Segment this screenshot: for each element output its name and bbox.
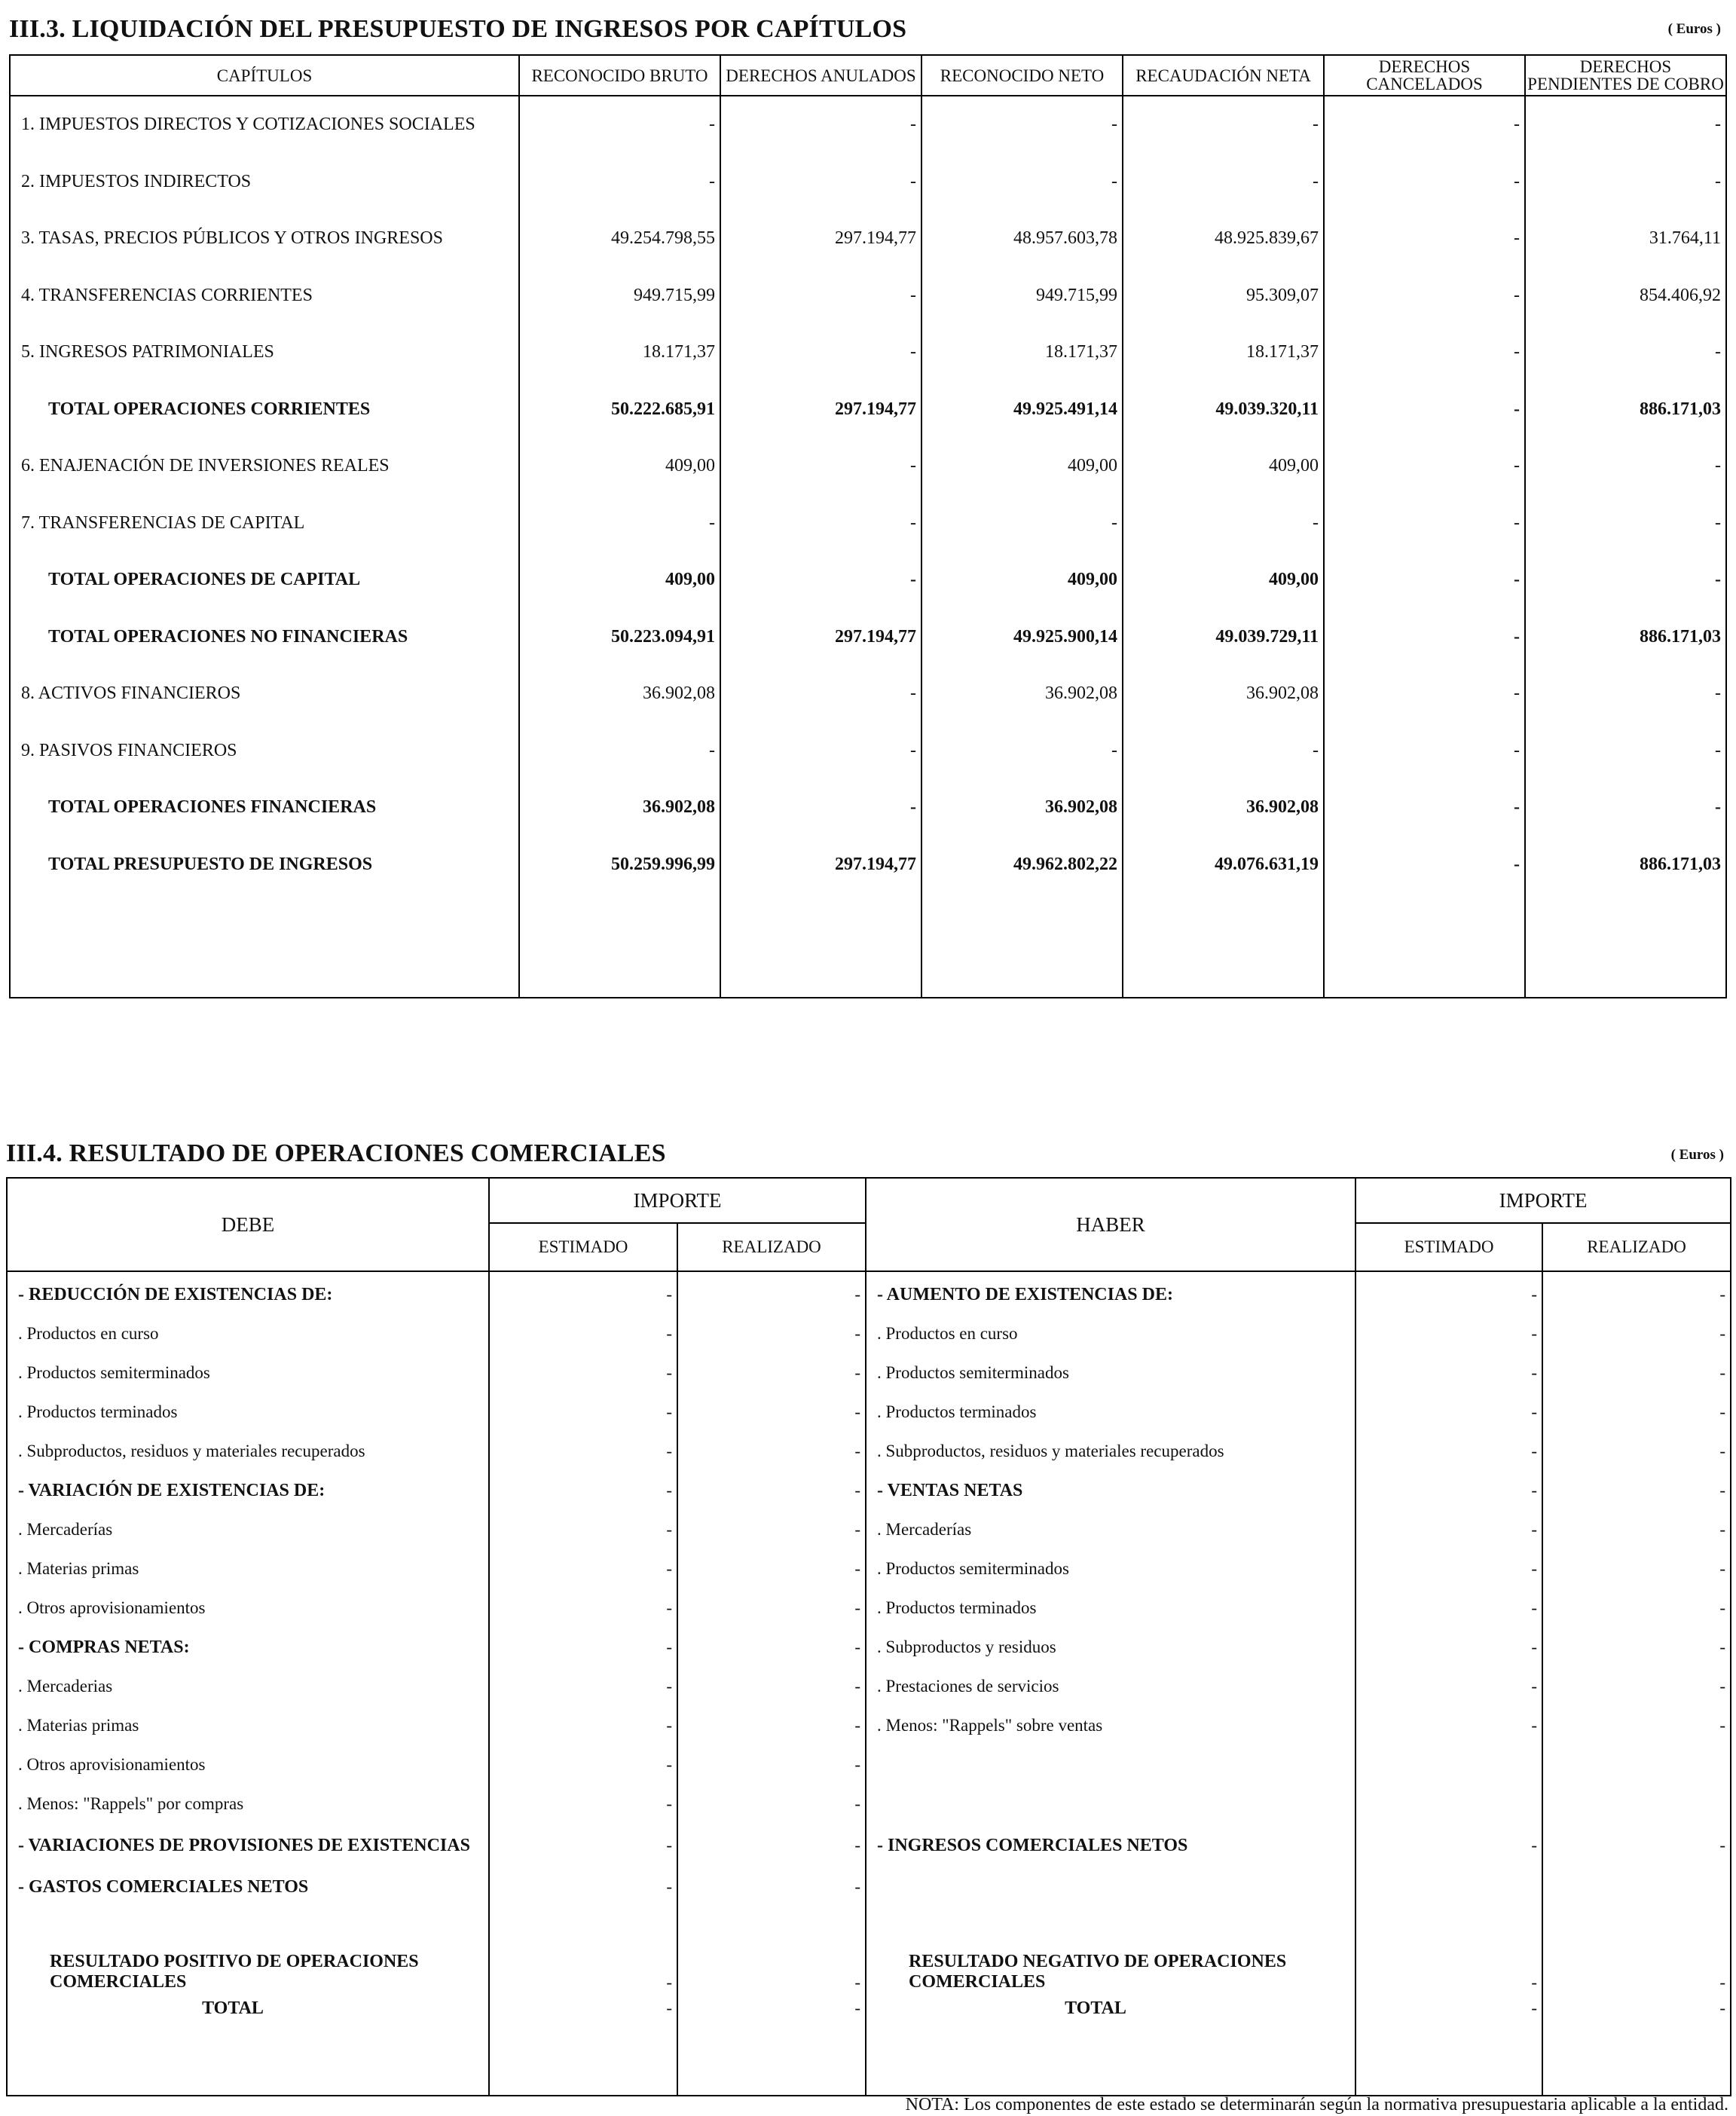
- budget-row-value: -: [720, 438, 921, 495]
- commercial-haber-estimado: -: [1355, 1549, 1542, 1589]
- commercial-results-body: [7, 1271, 1731, 2096]
- budget-row-label: TOTAL OPERACIONES NO FINANCIERAS: [10, 609, 519, 666]
- commercial-debe-realizado: -: [677, 1314, 866, 1353]
- result-positive-realizado: -: [677, 1937, 866, 1992]
- commercial-row: [7, 1549, 1731, 1589]
- commercial-debe-label: . Materias primas: [7, 1706, 489, 1745]
- budget-row-label: TOTAL OPERACIONES CORRIENTES: [10, 381, 519, 439]
- commercial-haber-estimado: -: [1355, 1706, 1542, 1745]
- budget-row-value: 95.309,07: [1123, 268, 1324, 325]
- budget-row-value: -: [1324, 438, 1525, 495]
- budget-row: [10, 381, 1726, 439]
- budget-row-value: -: [1324, 779, 1525, 836]
- commercial-haber-realizado: -: [1542, 1667, 1731, 1706]
- commercial-haber-label: [866, 1867, 1355, 1907]
- commercial-row: [7, 1589, 1731, 1628]
- commercial-haber-realizado: [1542, 1784, 1731, 1824]
- budget-row-value: 50.223.094,91: [519, 609, 720, 666]
- commercial-haber-estimado: -: [1355, 1271, 1542, 1314]
- commercial-debe-estimado: -: [489, 1432, 677, 1471]
- commercial-debe-label: . Materias primas: [7, 1549, 489, 1589]
- budget-row-value: -: [1525, 324, 1726, 381]
- budget-row-value: -: [720, 96, 921, 154]
- commercial-debe-label: - REDUCCIÓN DE EXISTENCIAS DE:: [7, 1271, 489, 1314]
- budget-row-value: -: [1324, 552, 1525, 609]
- col-header-derechos-anulados: DERECHOS ANULADOS: [720, 55, 921, 96]
- commercial-debe-label: . Productos terminados: [7, 1393, 489, 1432]
- commercial-debe-realizado: -: [677, 1745, 866, 1784]
- commercial-haber-realizado: -: [1542, 1271, 1731, 1314]
- result-row: [7, 1937, 1731, 1992]
- commercial-debe-label: . Otros aprovisionamientos: [7, 1745, 489, 1784]
- commercial-debe-estimado: -: [489, 1745, 677, 1784]
- budget-row-value: -: [1123, 154, 1324, 211]
- budget-row-value: -: [720, 552, 921, 609]
- commercial-debe-realizado: -: [677, 1393, 866, 1432]
- budget-row-value: -: [720, 154, 921, 211]
- budget-row-label: 1. IMPUESTOS DIRECTOS Y COTIZACIONES SOCIALES: [10, 96, 519, 154]
- commercial-debe-estimado: -: [489, 1549, 677, 1589]
- total-haber-label: TOTAL: [866, 1992, 1355, 2024]
- commercial-debe-realizado: -: [677, 1549, 866, 1589]
- budget-row-value: 297.194,77: [720, 210, 921, 268]
- filler-row: [10, 893, 1726, 998]
- budget-row-value: -: [1324, 96, 1525, 154]
- commercial-debe-estimado: -: [489, 1784, 677, 1824]
- commercial-debe-estimado: -: [489, 1589, 677, 1628]
- commercial-row: [7, 1784, 1731, 1824]
- commercial-debe-label: . Productos en curso: [7, 1314, 489, 1353]
- total-haber-estimado: -: [1355, 1992, 1542, 2024]
- total-haber-realizado: -: [1542, 1992, 1731, 2024]
- commercial-row: [7, 1867, 1731, 1907]
- commercial-debe-realizado: -: [677, 1510, 866, 1549]
- commercial-haber-label: . Productos semiterminados: [866, 1353, 1355, 1393]
- budget-row-value: 49.039.320,11: [1123, 381, 1324, 439]
- budget-row-value: -: [720, 779, 921, 836]
- col-header-capitulos: CAPÍTULOS: [10, 55, 519, 96]
- budget-row-value: -: [1525, 154, 1726, 211]
- budget-row-value: 409,00: [1123, 438, 1324, 495]
- col-header-estimado-haber: ESTIMADO: [1355, 1223, 1542, 1271]
- budget-row-value: 409,00: [1123, 552, 1324, 609]
- commercial-row: [7, 1471, 1731, 1510]
- budget-row-value: 949.715,99: [519, 268, 720, 325]
- budget-row-value: 18.171,37: [519, 324, 720, 381]
- commercial-debe-estimado: -: [489, 1471, 677, 1510]
- commercial-debe-realizado: -: [677, 1271, 866, 1314]
- col-header-reconocido-neto: RECONOCIDO NETO: [921, 55, 1123, 96]
- spacer-row: [7, 1907, 1731, 1937]
- commercial-haber-label: - AUMENTO DE EXISTENCIAS DE:: [866, 1271, 1355, 1314]
- budget-row: [10, 609, 1726, 666]
- commercial-debe-label: . Mercaderias: [7, 1667, 489, 1706]
- col-header-derechos-cancelados: DERECHOS CANCELADOS: [1324, 55, 1525, 96]
- col-header-derechos-pendientes: DERECHOS PENDIENTES DE COBRO: [1525, 55, 1726, 96]
- budget-row-value: -: [1324, 381, 1525, 439]
- budget-row-value: -: [1525, 665, 1726, 723]
- budget-row-label: 4. TRANSFERENCIAS CORRIENTES: [10, 268, 519, 325]
- budget-row: [10, 495, 1726, 552]
- budget-row-value: 49.962.802,22: [921, 836, 1123, 894]
- commercial-debe-realizado: -: [677, 1628, 866, 1667]
- budget-row-value: -: [921, 723, 1123, 780]
- budget-row-value: -: [1324, 495, 1525, 552]
- budget-row-value: -: [519, 495, 720, 552]
- commercial-debe-label: . Otros aprovisionamientos: [7, 1589, 489, 1628]
- budget-row-value: -: [720, 723, 921, 780]
- budget-income-body: [10, 96, 1726, 998]
- commercial-haber-label: . Subproductos y residuos: [866, 1628, 1355, 1667]
- commercial-debe-estimado: -: [489, 1353, 677, 1393]
- col-header-importe-haber: IMPORTE: [1355, 1178, 1731, 1223]
- commercial-haber-realizado: -: [1542, 1314, 1731, 1353]
- budget-row-value: -: [1324, 154, 1525, 211]
- budget-row-value: 18.171,37: [921, 324, 1123, 381]
- budget-row-value: 409,00: [921, 552, 1123, 609]
- commercial-haber-realizado: [1542, 1867, 1731, 1907]
- section4-unit: ( Euros ): [1670, 1147, 1724, 1163]
- commercial-haber-estimado: -: [1355, 1353, 1542, 1393]
- commercial-debe-estimado: -: [489, 1510, 677, 1549]
- budget-row-value: 886.171,03: [1525, 609, 1726, 666]
- commercial-haber-realizado: -: [1542, 1471, 1731, 1510]
- col-header-haber: HABER: [866, 1178, 1355, 1271]
- budget-row: [10, 96, 1726, 154]
- result-negative-estimado: -: [1355, 1937, 1542, 1992]
- commercial-row: [7, 1271, 1731, 1314]
- commercial-debe-estimado: -: [489, 1824, 677, 1867]
- section4-title: III.4. RESULTADO DE OPERACIONES COMERCIALES: [6, 1139, 666, 1167]
- commercial-debe-realizado: -: [677, 1353, 866, 1393]
- commercial-row: [7, 1510, 1731, 1549]
- budget-row: [10, 779, 1726, 836]
- commercial-debe-label: - VARIACIONES DE PROVISIONES DE EXISTENCIAS: [7, 1824, 489, 1867]
- commercial-debe-estimado: -: [489, 1393, 677, 1432]
- col-header-recaudacion-neta: RECAUDACIÓN NETA: [1123, 55, 1324, 96]
- budget-row-label: 2. IMPUESTOS INDIRECTOS: [10, 154, 519, 211]
- commercial-row: [7, 1824, 1731, 1867]
- commercial-haber-realizado: -: [1542, 1589, 1731, 1628]
- budget-row-value: -: [1525, 495, 1726, 552]
- commercial-row: [7, 1706, 1731, 1745]
- budget-row-value: -: [921, 96, 1123, 154]
- commercial-row: [7, 1393, 1731, 1432]
- col-header-debe: DEBE: [7, 1178, 489, 1271]
- commercial-haber-realizado: -: [1542, 1353, 1731, 1393]
- commercial-debe-realizado: -: [677, 1706, 866, 1745]
- col-header-importe-debe: IMPORTE: [489, 1178, 866, 1223]
- budget-row-value: -: [1525, 552, 1726, 609]
- commercial-debe-realizado: -: [677, 1471, 866, 1510]
- budget-row-value: 409,00: [519, 438, 720, 495]
- budget-income-header-row: [10, 55, 1726, 96]
- budget-row-value: 18.171,37: [1123, 324, 1324, 381]
- commercial-header-row-1: [7, 1178, 1731, 1223]
- budget-row-value: 297.194,77: [720, 836, 921, 894]
- commercial-haber-estimado: -: [1355, 1314, 1542, 1353]
- commercial-haber-realizado: -: [1542, 1706, 1731, 1745]
- budget-row-value: -: [921, 495, 1123, 552]
- budget-row-label: 3. TASAS, PRECIOS PÚBLICOS Y OTROS INGRESOS: [10, 210, 519, 268]
- budget-row-value: -: [1123, 96, 1324, 154]
- commercial-haber-label: [866, 1745, 1355, 1784]
- commercial-haber-label: . Mercaderías: [866, 1510, 1355, 1549]
- col-header-reconocido-bruto: RECONOCIDO BRUTO: [519, 55, 720, 96]
- commercial-haber-label: . Productos en curso: [866, 1314, 1355, 1353]
- budget-row-value: 49.039.729,11: [1123, 609, 1324, 666]
- commercial-haber-realizado: [1542, 1745, 1731, 1784]
- budget-row-value: 36.902,08: [1123, 665, 1324, 723]
- commercial-debe-label: - VARIACIÓN DE EXISTENCIAS DE:: [7, 1471, 489, 1510]
- total-debe-estimado: -: [489, 1992, 677, 2024]
- budget-row: [10, 723, 1726, 780]
- result-negative-label: RESULTADO NEGATIVO DE OPERACIONES COMERCIALES: [866, 1937, 1355, 1992]
- commercial-haber-estimado: [1355, 1867, 1542, 1907]
- budget-row-value: 49.925.491,14: [921, 381, 1123, 439]
- commercial-debe-label: . Mercaderías: [7, 1510, 489, 1549]
- section3-title: III.3. LIQUIDACIÓN DEL PRESUPUESTO DE INGRESOS POR CAPÍTULOS: [9, 15, 907, 43]
- budget-row-value: 36.902,08: [921, 779, 1123, 836]
- commercial-haber-realizado: -: [1542, 1628, 1731, 1667]
- result-negative-realizado: -: [1542, 1937, 1731, 1992]
- budget-row-label: 5. INGRESOS PATRIMONIALES: [10, 324, 519, 381]
- commercial-debe-realizado: -: [677, 1432, 866, 1471]
- col-header-realizado-haber: REALIZADO: [1542, 1223, 1731, 1271]
- commercial-haber-realizado: -: [1542, 1549, 1731, 1589]
- section3-unit: ( Euros ): [1667, 21, 1721, 37]
- footnote: NOTA: Los componentes de este estado se determinarán según la normativa presupuestaria aplicable a la entidad.: [905, 2095, 1728, 2114]
- commercial-haber-estimado: -: [1355, 1393, 1542, 1432]
- commercial-debe-estimado: -: [489, 1628, 677, 1667]
- budget-row: [10, 154, 1726, 211]
- commercial-debe-estimado: -: [489, 1867, 677, 1907]
- commercial-haber-estimado: -: [1355, 1510, 1542, 1549]
- commercial-debe-estimado: -: [489, 1314, 677, 1353]
- budget-row-value: -: [1525, 779, 1726, 836]
- budget-row-value: 50.259.996,99: [519, 836, 720, 894]
- budget-row-label: TOTAL PRESUPUESTO DE INGRESOS: [10, 836, 519, 894]
- budget-row-value: 48.925.839,67: [1123, 210, 1324, 268]
- budget-row-value: -: [1525, 723, 1726, 780]
- commercial-debe-estimado: -: [489, 1706, 677, 1745]
- col-header-estimado-debe: ESTIMADO: [489, 1223, 677, 1271]
- budget-row-value: 409,00: [921, 438, 1123, 495]
- budget-row-value: -: [1324, 665, 1525, 723]
- commercial-row: [7, 1314, 1731, 1353]
- commercial-row: [7, 1745, 1731, 1784]
- commercial-debe-label: - COMPRAS NETAS:: [7, 1628, 489, 1667]
- commercial-haber-label: [866, 1784, 1355, 1824]
- budget-row-label: TOTAL OPERACIONES DE CAPITAL: [10, 552, 519, 609]
- total-debe-realizado: -: [677, 1992, 866, 2024]
- budget-row-value: -: [519, 723, 720, 780]
- commercial-haber-estimado: -: [1355, 1432, 1542, 1471]
- budget-row-value: 31.764,11: [1525, 210, 1726, 268]
- budget-row-value: -: [519, 154, 720, 211]
- commercial-haber-label: . Productos semiterminados: [866, 1549, 1355, 1589]
- budget-row-value: -: [1324, 268, 1525, 325]
- budget-row: [10, 836, 1726, 894]
- total-debe-label: TOTAL: [7, 1992, 489, 2024]
- budget-row: [10, 438, 1726, 495]
- budget-row-value: -: [921, 154, 1123, 211]
- budget-row-value: -: [1324, 609, 1525, 666]
- commercial-debe-label: - GASTOS COMERCIALES NETOS: [7, 1867, 489, 1907]
- commercial-haber-label: . Prestaciones de servicios: [866, 1667, 1355, 1706]
- commercial-debe-label: . Subproductos, residuos y materiales recuperados: [7, 1432, 489, 1471]
- commercial-row: [7, 1628, 1731, 1667]
- budget-row-value: -: [1324, 324, 1525, 381]
- budget-row-value: 49.254.798,55: [519, 210, 720, 268]
- budget-row-value: 49.925.900,14: [921, 609, 1123, 666]
- budget-row-value: 36.902,08: [1123, 779, 1324, 836]
- commercial-haber-label: . Productos terminados: [866, 1589, 1355, 1628]
- commercial-debe-realizado: -: [677, 1589, 866, 1628]
- budget-row-value: 297.194,77: [720, 381, 921, 439]
- commercial-haber-realizado: -: [1542, 1393, 1731, 1432]
- budget-row-value: -: [1123, 495, 1324, 552]
- result-positive-estimado: -: [489, 1937, 677, 1992]
- budget-row-value: 50.222.685,91: [519, 381, 720, 439]
- commercial-results-table: [6, 1177, 1731, 2096]
- budget-row-value: 49.076.631,19: [1123, 836, 1324, 894]
- budget-row-label: 7. TRANSFERENCIAS DE CAPITAL: [10, 495, 519, 552]
- commercial-debe-label: . Menos: "Rappels" por compras: [7, 1784, 489, 1824]
- budget-row-value: 886.171,03: [1525, 381, 1726, 439]
- commercial-haber-estimado: -: [1355, 1471, 1542, 1510]
- budget-row-value: -: [1324, 723, 1525, 780]
- budget-row-value: 949.715,99: [921, 268, 1123, 325]
- budget-row-label: TOTAL OPERACIONES FINANCIERAS: [10, 779, 519, 836]
- commercial-row: [7, 1432, 1731, 1471]
- budget-row-value: -: [1123, 723, 1324, 780]
- commercial-haber-realizado: -: [1542, 1824, 1731, 1867]
- budget-row-value: 886.171,03: [1525, 836, 1726, 894]
- commercial-haber-label: . Productos terminados: [866, 1393, 1355, 1432]
- commercial-haber-estimado: -: [1355, 1824, 1542, 1867]
- budget-row-value: -: [1525, 438, 1726, 495]
- budget-row: [10, 268, 1726, 325]
- commercial-debe-realizado: -: [677, 1667, 866, 1706]
- commercial-haber-realizado: -: [1542, 1432, 1731, 1471]
- budget-income-table: [9, 54, 1727, 998]
- budget-row-value: 48.957.603,78: [921, 210, 1123, 268]
- budget-row-value: -: [1324, 210, 1525, 268]
- budget-row: [10, 324, 1726, 381]
- col-header-realizado-debe: REALIZADO: [677, 1223, 866, 1271]
- commercial-haber-label: - VENTAS NETAS: [866, 1471, 1355, 1510]
- commercial-haber-estimado: -: [1355, 1628, 1542, 1667]
- commercial-debe-label: . Productos semiterminados: [7, 1353, 489, 1393]
- commercial-haber-label: . Menos: "Rappels" sobre ventas: [866, 1706, 1355, 1745]
- budget-row-value: -: [519, 96, 720, 154]
- budget-row-value: -: [720, 324, 921, 381]
- commercial-debe-estimado: -: [489, 1271, 677, 1314]
- commercial-debe-realizado: -: [677, 1784, 866, 1824]
- budget-row-value: 36.902,08: [519, 779, 720, 836]
- commercial-row: [7, 1353, 1731, 1393]
- total-row: [7, 1992, 1731, 2024]
- budget-row-label: 9. PASIVOS FINANCIEROS: [10, 723, 519, 780]
- commercial-haber-estimado: -: [1355, 1589, 1542, 1628]
- filler-row: [7, 2024, 1731, 2096]
- commercial-haber-label: - INGRESOS COMERCIALES NETOS: [866, 1824, 1355, 1867]
- budget-row-label: 6. ENAJENACIÓN DE INVERSIONES REALES: [10, 438, 519, 495]
- budget-row-value: -: [720, 268, 921, 325]
- result-positive-label: RESULTADO POSITIVO DE OPERACIONES COMERCIALES: [7, 1937, 489, 1992]
- commercial-haber-estimado: [1355, 1784, 1542, 1824]
- budget-row-value: 854.406,92: [1525, 268, 1726, 325]
- commercial-haber-label: . Subproductos, residuos y materiales recuperados: [866, 1432, 1355, 1471]
- budget-row: [10, 552, 1726, 609]
- budget-row-value: -: [1525, 96, 1726, 154]
- commercial-haber-estimado: [1355, 1745, 1542, 1784]
- budget-row-value: 297.194,77: [720, 609, 921, 666]
- commercial-debe-estimado: -: [489, 1667, 677, 1706]
- budget-row-value: -: [720, 495, 921, 552]
- budget-row-value: 36.902,08: [921, 665, 1123, 723]
- commercial-haber-estimado: -: [1355, 1667, 1542, 1706]
- budget-row: [10, 210, 1726, 268]
- commercial-row: [7, 1667, 1731, 1706]
- budget-row-value: 409,00: [519, 552, 720, 609]
- commercial-debe-realizado: -: [677, 1824, 866, 1867]
- budget-row-label: 8. ACTIVOS FINANCIEROS: [10, 665, 519, 723]
- commercial-debe-realizado: -: [677, 1867, 866, 1907]
- budget-row-value: 36.902,08: [519, 665, 720, 723]
- budget-row-value: -: [720, 665, 921, 723]
- budget-row-value: -: [1324, 836, 1525, 894]
- commercial-haber-realizado: -: [1542, 1510, 1731, 1549]
- budget-row: [10, 665, 1726, 723]
